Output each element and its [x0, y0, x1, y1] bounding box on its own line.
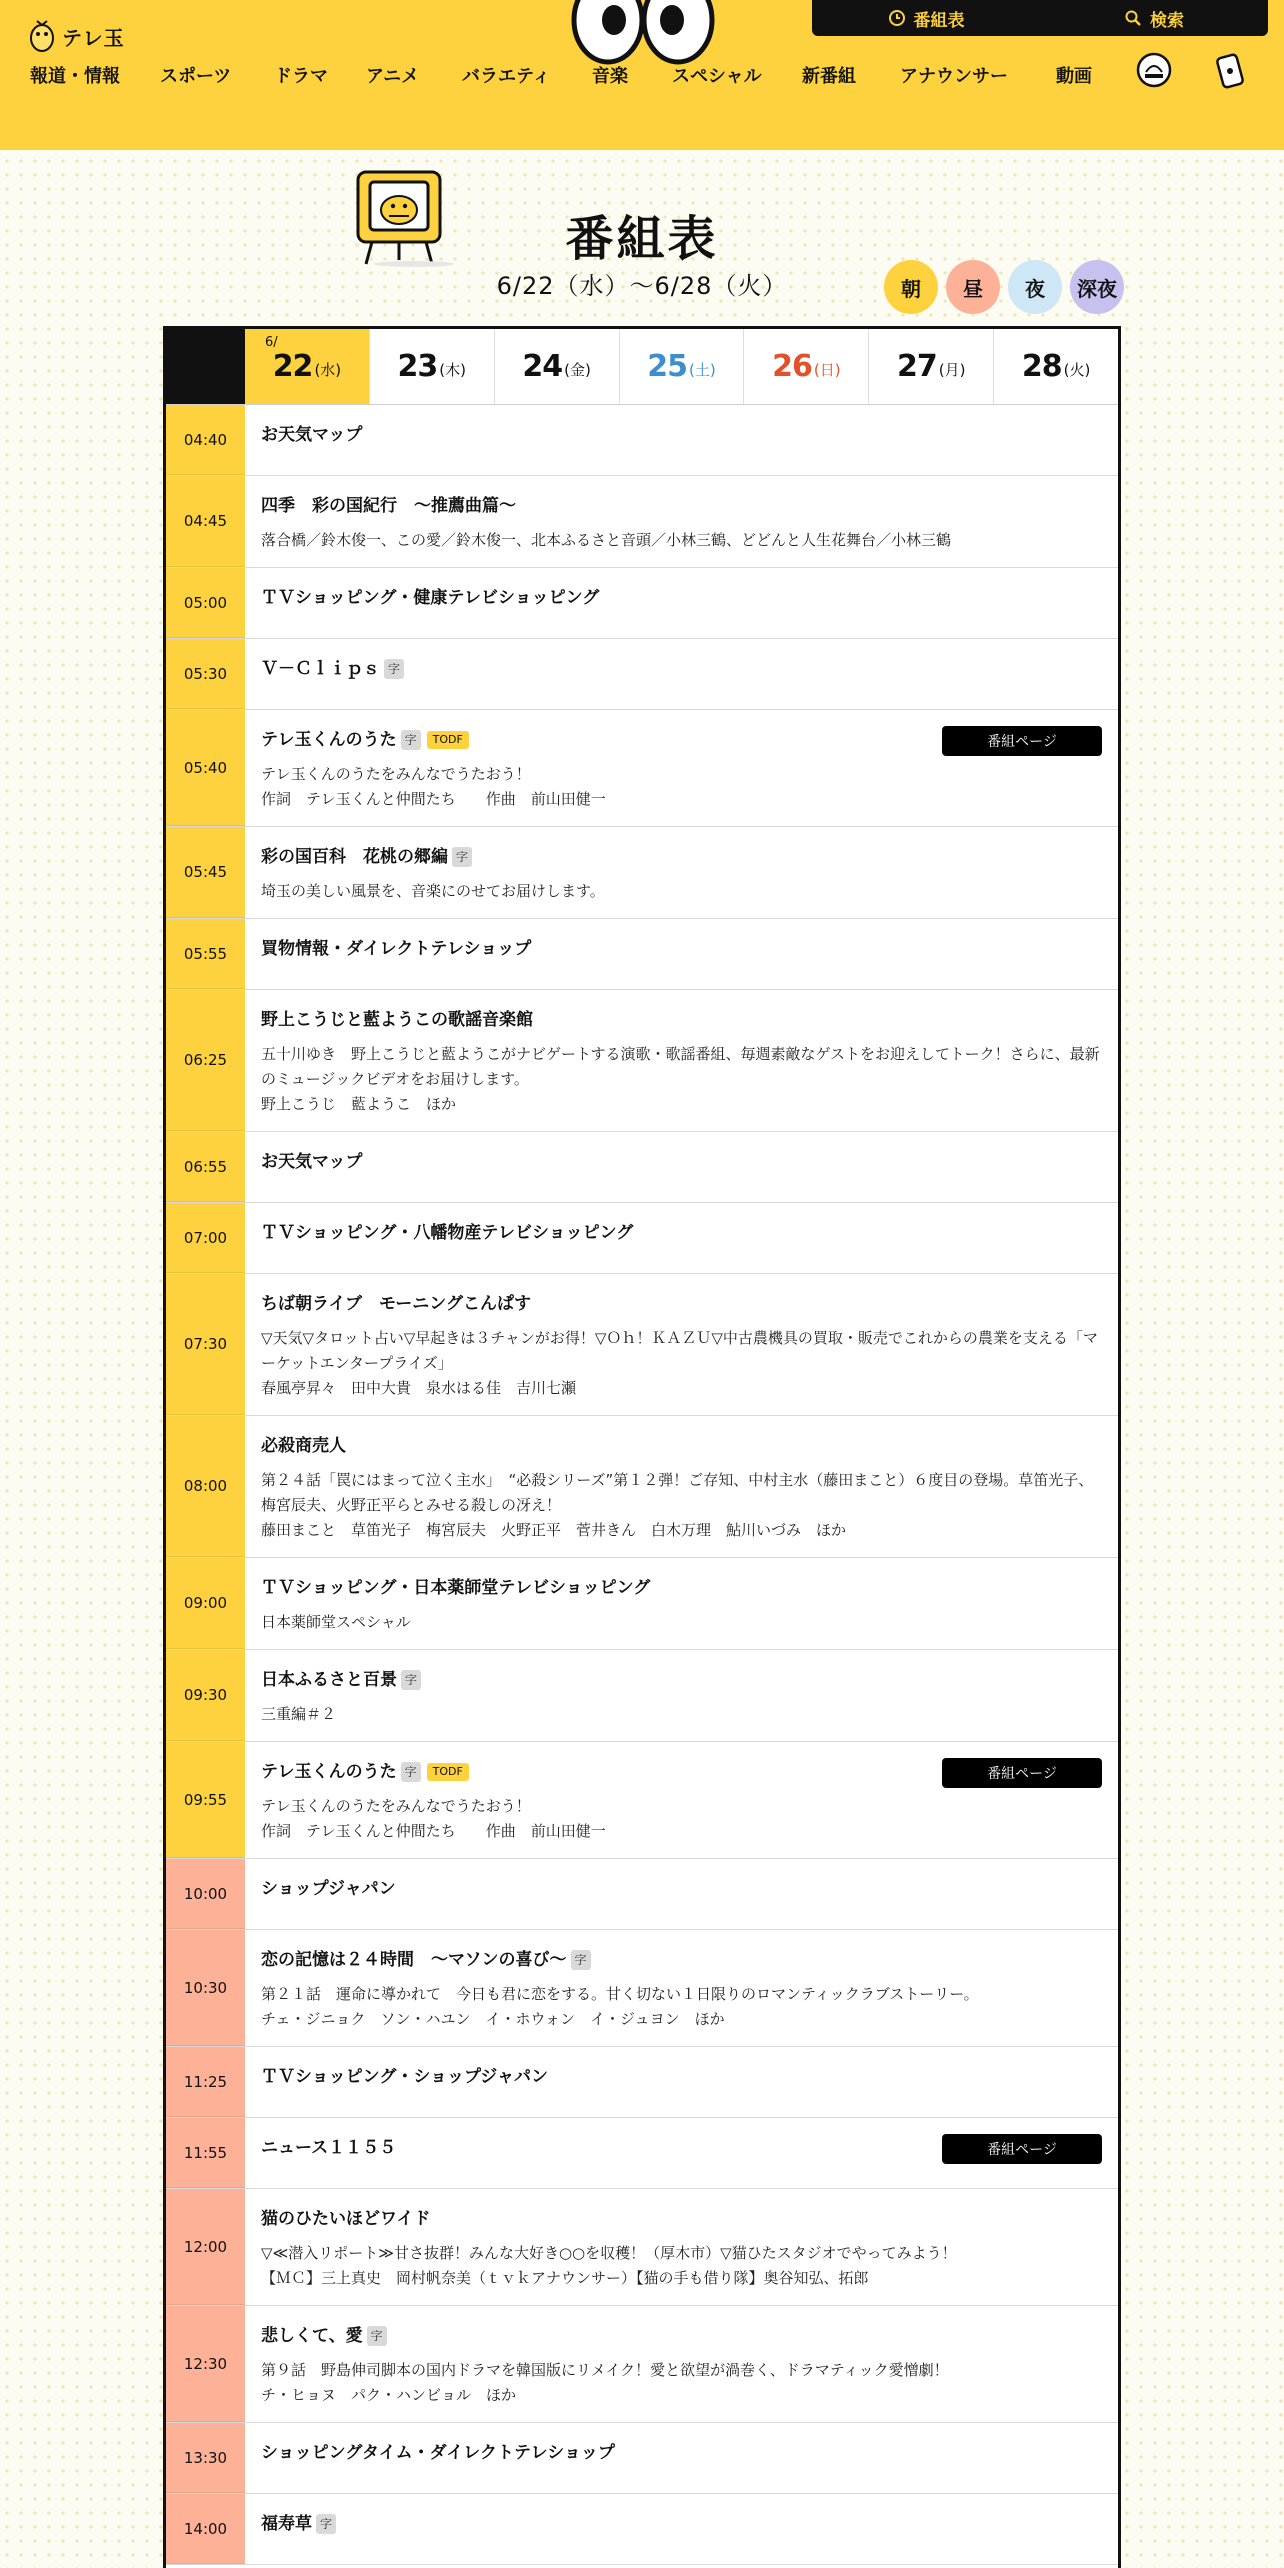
subtitle-badge: 字 [571, 1950, 591, 1970]
program-time: 11:25 [166, 2047, 245, 2117]
program-time: 11:55 [166, 2118, 245, 2188]
program-row [166, 710, 1118, 827]
program-title-line [261, 1668, 1102, 1692]
program-time: 06:25 [166, 990, 245, 1131]
main-nav [30, 60, 1130, 90]
program-title-line [261, 1948, 1102, 1972]
program-title-line [261, 2324, 1102, 2348]
program-row [166, 2494, 1118, 2565]
schedule-table [163, 326, 1121, 2568]
program-time: 05:45 [166, 827, 245, 918]
program-title-line [261, 1150, 1102, 1174]
program-description: 五十川ゆき 野上こうじと藍ようこがナビゲートする演歌・歌謡番組、毎週素敵なゲストをお迎えしてトーク！さらに、最新のミュージックビデオをお届けします。 野上こうじ 藍ようこ ほか [261, 1045, 1100, 1113]
program-title: テレ玉くんのうた [261, 1762, 397, 1782]
program-title-line [261, 657, 1102, 681]
program-cell[interactable] [245, 1742, 1118, 1858]
program-cell[interactable] [245, 1416, 1118, 1557]
program-description: 埼玉の美しい風景を、音楽にのせてお届けします。 [261, 882, 605, 900]
program-title-line [261, 2065, 1102, 2089]
day-tab-24[interactable] [494, 329, 619, 404]
program-row [166, 827, 1118, 919]
program-time: 09:30 [166, 1650, 245, 1741]
top-utility-bar [812, 0, 1268, 36]
day-tab-25[interactable] [619, 329, 744, 404]
program-page-button[interactable]: 番組ページ [942, 1758, 1102, 1788]
program-page-button[interactable]: 番組ページ [942, 2134, 1102, 2164]
program-title: 四季 彩の国紀行 ～推薦曲篇～ [261, 496, 516, 516]
program-title-line [261, 2441, 1102, 2465]
program-title: ＴＶショッピング・健康テレビショッピング [261, 588, 600, 608]
program-time: 05:30 [166, 639, 245, 709]
nav-special[interactable]: スペシャル [672, 66, 762, 87]
program-description: 第９話 野島伸司脚本の国内ドラマを韓国版にリメイク！愛と欲望が渦巻く、ドラマティック愛憎劇！ チ・ヒョヌ パク・ハンビョル ほか [261, 2361, 949, 2404]
program-row [166, 1859, 1118, 1930]
subtitle-badge: 字 [401, 730, 421, 750]
program-cell[interactable] [245, 1203, 1118, 1273]
program-title: ＴＶショッピング・ショップジャパン [261, 2067, 548, 2087]
program-title: 悲しくて、愛 [261, 2326, 363, 2346]
day-number: 27 [896, 349, 937, 384]
nav-drama[interactable]: ドラマ [274, 66, 328, 87]
program-cell[interactable] [245, 2118, 1118, 2188]
tod-noon-button[interactable]: 昼 [946, 260, 1000, 314]
program-row [166, 476, 1118, 568]
tv-mascot-icon [352, 168, 462, 268]
program-time: 10:30 [166, 1930, 245, 2046]
clock-icon [888, 9, 906, 27]
program-title: 猫のひたいほどワイド [261, 2209, 431, 2229]
day-number: 24 [522, 349, 563, 384]
program-time: 07:30 [166, 1274, 245, 1415]
nav-music[interactable]: 音楽 [592, 66, 628, 87]
program-title-line [261, 423, 1102, 447]
tele-dama-mascot-icon [28, 16, 56, 56]
program-description: 第２１話 運命に導かれて 今日も君に恋をする。甘く切ない１日限りのロマンティックラブストーリー。 チェ・ジニョク ソン・ハユン イ・ホウォン イ・ジュヨン ほか [261, 1985, 979, 2028]
program-description: テレ玉くんのうたをみんなでうたおう！ 作詞 テレ玉くんと仲間たち 作曲 前山田健一 [261, 765, 606, 808]
program-title: お天気マップ [261, 425, 363, 445]
header-zigzag-edge [0, 134, 1284, 152]
program-time: 09:55 [166, 1742, 245, 1858]
day-weekday: (土) [689, 361, 716, 379]
day-tab-22[interactable] [245, 329, 369, 404]
program-row [166, 1274, 1118, 1416]
program-time: 12:00 [166, 2189, 245, 2305]
program-time: 04:40 [166, 405, 245, 475]
program-title-line [261, 1877, 1102, 1901]
program-row [166, 1416, 1118, 1558]
program-title: Ｖ－Ｃｌｉｐｓ [261, 659, 380, 679]
program-row [166, 405, 1118, 476]
program-cell[interactable] [245, 1274, 1118, 1415]
program-title: 日本ふるさと百景 [261, 1670, 397, 1690]
program-row [166, 1558, 1118, 1650]
program-time: 07:00 [166, 1203, 245, 1273]
program-cell[interactable] [245, 1650, 1118, 1741]
day-month: 6/ [265, 335, 278, 350]
program-time: 05:55 [166, 919, 245, 989]
program-cell[interactable] [245, 1132, 1118, 1202]
tod-late-night-button[interactable]: 深夜 [1070, 260, 1124, 314]
program-time: 12:30 [166, 2306, 245, 2422]
program-page-button[interactable]: 番組ページ [942, 726, 1102, 756]
program-cell[interactable] [245, 476, 1118, 567]
site-logo[interactable] [28, 14, 125, 58]
program-title: 彩の国百科 花桃の郷編 [261, 847, 448, 867]
day-weekday: (水) [314, 361, 342, 379]
program-title: ＴＶショッピング・日本薬師堂テレビショッピング [261, 1578, 651, 1598]
subtitle-badge: 字 [316, 2514, 336, 2534]
program-description: ▽天気▽タロット占い▽早起きは３チャンがお得！▽Ｏｈ！ＫＡＺＵ▽中古農機具の買取・販売でこれからの農業を支える「マーケットエンタープライズ」 春風亭昇々 田中大貴 泉水はる佳 吉川七瀬 [261, 1329, 1098, 1397]
program-description: 三重編＃２ [261, 1705, 337, 1723]
program-description: 第２４話「罠にはまって泣く主水」 “必殺シリーズ”第１２弾！ご存知、中村主水（藤田まこと）６度目の登場。草笛光子、梅宮辰夫、火野正平らとみせる殺しの冴え！ 藤田まこと 草笛光子 梅宮辰夫 火野正平 菅井きん 白木万理 鮎川いづみ ほか [261, 1471, 1094, 1539]
day-tabs [166, 329, 1118, 405]
program-time: 09:00 [166, 1558, 245, 1649]
subtitle-badge: 字 [401, 1670, 421, 1690]
program-time: 06:55 [166, 1132, 245, 1202]
program-cell[interactable] [245, 2423, 1118, 2493]
nav-anime[interactable]: アニメ [366, 66, 420, 87]
program-cell[interactable] [245, 919, 1118, 989]
logo-text: テレ玉 [62, 25, 125, 50]
todf-badge: TODF [427, 1763, 469, 1781]
program-cell[interactable] [245, 710, 1118, 826]
program-row [166, 1930, 1118, 2047]
program-title-line [261, 1221, 1102, 1245]
day-weekday: (火) [1063, 361, 1091, 379]
nav-new-programs[interactable]: 新番組 [802, 66, 856, 87]
day-weekday: (月) [938, 361, 966, 379]
day-weekday: (木) [439, 361, 467, 379]
program-time: 13:30 [166, 2423, 245, 2493]
days-header-corner [166, 329, 245, 404]
day-number: 22 [272, 349, 313, 384]
day-weekday: (金) [564, 361, 591, 379]
program-title: ちば朝ライブ モーニングこんぱす [261, 1294, 531, 1314]
program-title-line [261, 586, 1102, 610]
program-cell[interactable] [245, 2306, 1118, 2422]
program-row [166, 639, 1118, 710]
mascot-eyes-icon [568, 0, 718, 66]
program-title: 恋の記憶は２４時間 ～マソンの喜び～ [261, 1950, 567, 1970]
subtitle-badge: 字 [367, 2326, 387, 2346]
program-title-line [261, 2512, 1102, 2536]
program-title: ショッピングタイム・ダイレクトテレショップ [261, 2443, 615, 2463]
program-row [166, 568, 1118, 639]
program-cell[interactable] [245, 568, 1118, 638]
day-tab-23[interactable] [369, 329, 494, 404]
day-weekday: (日) [813, 361, 841, 379]
subtitle-badge: 字 [452, 847, 472, 867]
schedule-link-label: 番組表 [913, 10, 965, 31]
tele-dama-icon[interactable] [1132, 46, 1176, 90]
day-number: 23 [397, 349, 438, 384]
nav-announcer[interactable]: アナウンサー [900, 66, 1008, 87]
search-link-label: 検索 [1150, 10, 1184, 31]
subtitle-badge: 字 [384, 659, 404, 679]
site-header [0, 0, 1284, 150]
program-time: 04:45 [166, 476, 245, 567]
todf-badge: TODF [427, 731, 469, 749]
program-row [166, 2423, 1118, 2494]
program-time: 14:00 [166, 2494, 245, 2564]
program-description: テレ玉くんのうたをみんなでうたおう！ 作詞 テレ玉くんと仲間たち 作曲 前山田健一 [261, 1797, 606, 1840]
program-cell[interactable] [245, 2047, 1118, 2117]
day-number: 28 [1021, 349, 1062, 384]
program-title: 買物情報・ダイレクトテレショップ [261, 939, 532, 959]
program-description: 落合橋／鈴木俊一、この愛／鈴木俊一、北本ふるさと音頭／小林三鶴、どどんと人生花舞台／小林三鶴 [261, 531, 952, 549]
program-title: ニュース１１５５ [261, 2138, 397, 2158]
program-cell[interactable] [245, 405, 1118, 475]
nav-video[interactable]: 動画 [1056, 66, 1092, 87]
program-row [166, 2047, 1118, 2118]
program-list [166, 405, 1118, 2565]
date-range: 6/22（水）〜6/28（火） [496, 272, 788, 300]
program-row [166, 1742, 1118, 1859]
program-cell[interactable] [245, 827, 1118, 918]
day-tab-28[interactable] [993, 329, 1118, 404]
program-title-line [261, 1576, 1102, 1600]
program-title-line [261, 937, 1102, 961]
program-description: 日本薬師堂スペシャル [261, 1613, 411, 1631]
nav-sports[interactable]: スポーツ [160, 66, 232, 87]
program-row [166, 990, 1118, 1132]
subtitle-badge: 字 [401, 1762, 421, 1782]
program-cell[interactable] [245, 990, 1118, 1131]
program-title-line [261, 1434, 1102, 1458]
tod-morning-button[interactable]: 朝 [884, 260, 938, 314]
nav-news[interactable]: 報道・情報 [30, 66, 120, 87]
program-cell[interactable] [245, 1930, 1118, 2046]
program-title-line [261, 1292, 1102, 1316]
program-time: 10:00 [166, 1859, 245, 1929]
program-title: 必殺商売人 [261, 1436, 346, 1456]
program-title: お天気マップ [261, 1152, 363, 1172]
nav-variety[interactable]: バラエティ [462, 66, 551, 87]
page-title: 番組表 [565, 211, 719, 267]
search-link[interactable] [1040, 6, 1268, 31]
day-tab-27[interactable] [868, 329, 993, 404]
program-cell[interactable] [245, 1859, 1118, 1929]
program-cell[interactable] [245, 1558, 1118, 1649]
day-tab-26[interactable] [743, 329, 868, 404]
program-title-line [261, 1008, 1102, 1032]
program-row [166, 919, 1118, 990]
program-time: 08:00 [166, 1416, 245, 1557]
day-number: 26 [772, 349, 812, 384]
program-description: ▽≪潜入リポート≫甘さ抜群！みんな大好き○○を収穫！（厚木市）▽猫ひたスタジオでやってみよう！ 【ＭＣ】三上真史 岡村帆奈美（ｔｖｋアナウンサー）【猫の手も借り隊】奥谷知弘、拓郎 [261, 2244, 957, 2287]
program-title-line [261, 2207, 1102, 2231]
program-row [166, 1650, 1118, 1742]
app-icon[interactable] [1208, 46, 1252, 90]
program-cell[interactable] [245, 2494, 1118, 2564]
program-row [166, 2118, 1118, 2189]
program-title: 福寿草 [261, 2514, 312, 2534]
program-cell[interactable] [245, 2189, 1118, 2305]
program-title: ショップジャパン [261, 1879, 396, 1899]
search-icon [1124, 9, 1142, 27]
program-title: テレ玉くんのうた [261, 730, 397, 750]
program-time: 05:00 [166, 568, 245, 638]
tod-night-button[interactable]: 夜 [1008, 260, 1062, 314]
program-row [166, 2189, 1118, 2306]
program-title: 野上こうじと藍ようこの歌謡音楽館 [261, 1010, 533, 1030]
program-title-line [261, 845, 1102, 869]
program-row [166, 1132, 1118, 1203]
program-row [166, 1203, 1118, 1274]
day-number: 25 [647, 349, 688, 384]
schedule-link[interactable] [812, 6, 1040, 31]
program-title-line [261, 494, 1102, 518]
program-time: 05:40 [166, 710, 245, 826]
program-row [166, 2306, 1118, 2423]
program-title: ＴＶショッピング・八幡物産テレビショッピング [261, 1223, 634, 1243]
program-cell[interactable] [245, 639, 1118, 709]
